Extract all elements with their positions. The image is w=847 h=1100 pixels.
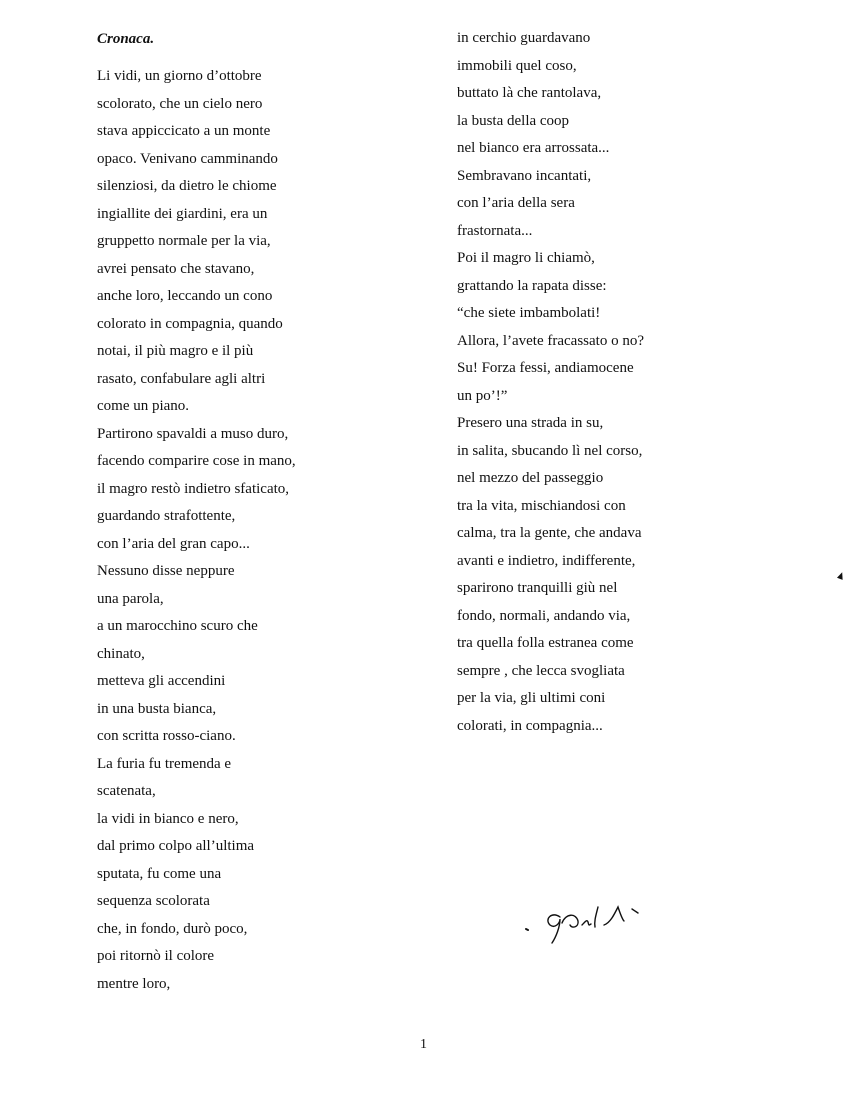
poem-line: colorato in compagnia, quando xyxy=(97,315,283,332)
poem-line: anche loro, leccando un cono xyxy=(97,288,273,304)
poem-line: avrei pensato che stavano, xyxy=(97,260,255,277)
poem-line: che, in fondo, durò poco, xyxy=(97,920,248,937)
poem-line: rasato, confabulare agli altri xyxy=(97,370,266,387)
poem-line: chinato, xyxy=(97,645,145,662)
scan-mark xyxy=(837,571,845,580)
poem-line: con l’aria della sera xyxy=(457,195,575,211)
poem-line: a un marocchino scuro che xyxy=(97,618,258,634)
poem-line: stava appiccicato a un monte xyxy=(97,123,271,139)
poem-line: frastornata... xyxy=(457,222,533,239)
poem-line: calma, tra la gente, che andava xyxy=(457,525,642,541)
poem-line: silenziosi, da dietro le chiome xyxy=(97,178,277,194)
poem-line: il magro restò indietro sfaticato, xyxy=(97,480,290,497)
poem-line: Poi il magro li chiamò, xyxy=(457,250,595,266)
page-number: 1 xyxy=(420,1037,427,1052)
poem-column-right xyxy=(457,25,644,740)
poem-column-left xyxy=(97,63,296,998)
poem-line: buttato là che rantolava, xyxy=(457,85,602,101)
poem-line: una parola, xyxy=(97,590,164,607)
poem-line: sempre , che lecca svogliata xyxy=(457,662,625,679)
poem-line: nel mezzo del passeggio xyxy=(457,470,604,486)
poem-line: Presero una strada in su, xyxy=(457,415,604,431)
poem-line: facendo comparire cose in mano, xyxy=(97,453,296,469)
poem-line: sequenza scolorata xyxy=(97,893,210,909)
poem-line: in salita, sbucando lì nel corso, xyxy=(457,442,643,459)
poem-line: tra quella folla estranea come xyxy=(457,635,634,651)
poem-line: avanti e indietro, indifferente, xyxy=(457,552,636,569)
poem-line: tra la vita, mischiandosi con xyxy=(457,497,626,514)
poem-line: scolorato, che un cielo nero xyxy=(97,95,263,112)
poem-line: fondo, normali, andando via, xyxy=(457,607,631,624)
poem-line: in cerchio guardavano xyxy=(457,30,591,46)
poem-line: Li vidi, un giorno d’ottobre xyxy=(97,68,262,84)
poem-line: scatenata, xyxy=(97,783,156,799)
poem-line: notai, il più magro e il più xyxy=(97,343,254,359)
poem-line: “che siete imbambolati! xyxy=(457,305,601,321)
poem-line: sparirono tranquilli giù nel xyxy=(457,580,618,596)
poem-line: per la via, gli ultimi coni xyxy=(457,690,606,706)
poem-line: con scritta rosso-ciano. xyxy=(97,728,236,744)
poem-line: un po’!” xyxy=(457,387,508,404)
poem-line: la busta della coop xyxy=(457,112,570,129)
poem-line: sputata, fu come una xyxy=(97,865,222,882)
poem-line: grattando la rapata disse: xyxy=(457,277,607,294)
poem-line: in una busta bianca, xyxy=(97,700,217,717)
poem-line: Partirono spavaldi a muso duro, xyxy=(97,425,289,442)
poem-line: Allora, l’avete fracassato o no? xyxy=(457,332,644,349)
poem-line: la vidi in bianco e nero, xyxy=(97,810,239,827)
poem-line: gruppetto normale per la via, xyxy=(97,233,271,249)
poem-line: con l’aria del gran capo... xyxy=(97,535,250,552)
poem-line: immobili quel coso, xyxy=(457,57,577,74)
poem-line: La furia fu tremenda e xyxy=(97,755,232,772)
poem-line: opaco. Venivano camminando xyxy=(97,150,278,167)
handwritten-signature xyxy=(520,895,670,945)
poem-line: Sembravano incantati, xyxy=(457,167,592,184)
poem-line: nel bianco era arrossata... xyxy=(457,140,610,156)
poem-line: Su! Forza fessi, andiamocene xyxy=(457,360,634,376)
poem-line: ingiallite dei giardini, era un xyxy=(97,205,268,222)
poem-line: poi ritornò il colore xyxy=(97,948,215,964)
poem-line: Nessuno disse neppure xyxy=(97,563,235,579)
poem-line: dal primo colpo all’ultima xyxy=(97,838,255,854)
poem-line: guardando strafottente, xyxy=(97,508,236,524)
poem-line: metteva gli accendini xyxy=(97,673,226,689)
poem-line: come un piano. xyxy=(97,398,190,414)
poem-title: Cronaca. xyxy=(97,31,155,47)
poem-line: mentre loro, xyxy=(97,975,171,992)
poem-line: colorati, in compagnia... xyxy=(457,717,603,734)
